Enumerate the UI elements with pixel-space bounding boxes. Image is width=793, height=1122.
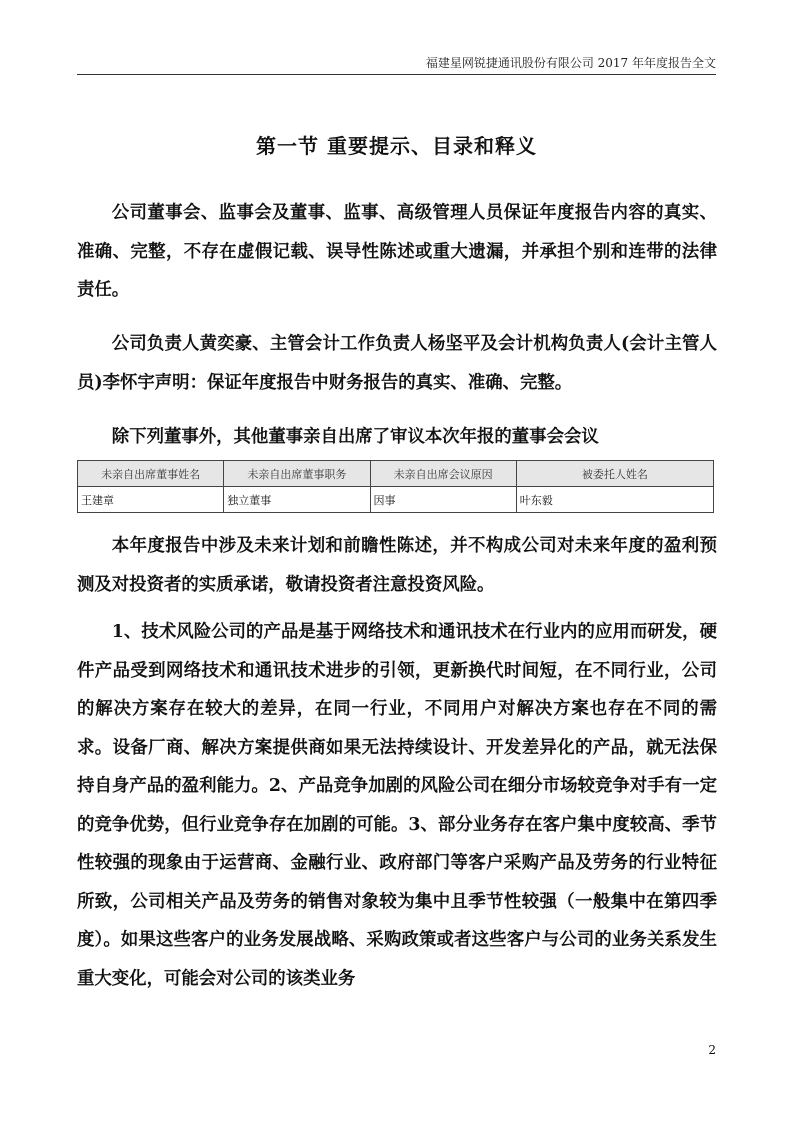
responsibility-statement: 公司董事会、监事会及董事、监事、高级管理人员保证年度报告内容的真实、准确、完整，不存在虚假记载、误导性陈述或重大遗漏，并承担个别和连带的法律责任。 [77, 203, 717, 300]
column-header-name: 未亲自出席董事姓名 [78, 461, 224, 487]
cell-director-name: 王建章 [78, 487, 224, 513]
table-header-row [78, 461, 714, 487]
column-header-position: 未亲自出席董事职务 [224, 461, 370, 487]
cell-director-position: 独立董事 [224, 487, 370, 513]
financial-report-declaration: 公司负责人黄奕豪、主管会计工作负责人杨坚平及会计机构负责人(会计主管人员)李怀宇声明：保证年度报告中财务报告的真实、准确、完整。 [77, 334, 717, 393]
absent-directors-intro: 除下列董事外，其他董事亲自出席了审议本次年报的董事会会议 [111, 427, 599, 447]
forward-looking-disclaimer: 本年度报告中涉及未来计划和前瞻性陈述，并不构成公司对未来年度的盈利预测及对投资者的实质承诺，敬请投资者注意投资风险。 [77, 536, 717, 595]
absent-directors-table [77, 460, 714, 513]
header-title: 福建星网锐捷通讯股份有限公司 2017 年年度报告全文 [425, 56, 716, 70]
column-header-reason: 未亲自出席会议原因 [370, 461, 516, 487]
table-row [78, 487, 714, 513]
page-header [77, 52, 716, 75]
risk-factors-paragraph: 1、技术风险公司的产品是基于网络技术和通讯技术在行业内的应用而研发，硬件产品受到网络技术和通讯技术进步的引领，更新换代时间短，在不同行业，公司的解决方案存在较大的差异，在同一行业，不同用户对解决方案也存在不同的需求。设备厂商、解决方案提供商如果无法持续设计、开发差异化的产品，就无法保持自身产品的盈利能力。2、产品竞争加剧的风险公司在细分市场较竞争对手有一定的竞争优势，但行业竞争存在加剧的可能。3、部分业务存在客户集中度较高、季节性较强的现象由于运营商、金融行业、政府部门等客户采购产品及劳务的行业特征所致，公司相关产品及劳务的销售对象较为集中且季节性较强（一般集中在第四季度）。如果这些客户的业务发展战略、采购政策或者这些客户与公司的业务关系发生重大变化，可能会对公司的该类业务 [77, 622, 717, 989]
cell-proxy-name: 叶东毅 [516, 487, 713, 513]
page-number: 2 [708, 1043, 716, 1057]
cell-absence-reason: 因事 [370, 487, 516, 513]
section-title: 第一节 重要提示、目录和释义 [256, 134, 537, 158]
column-header-proxy: 被委托人姓名 [516, 461, 713, 487]
